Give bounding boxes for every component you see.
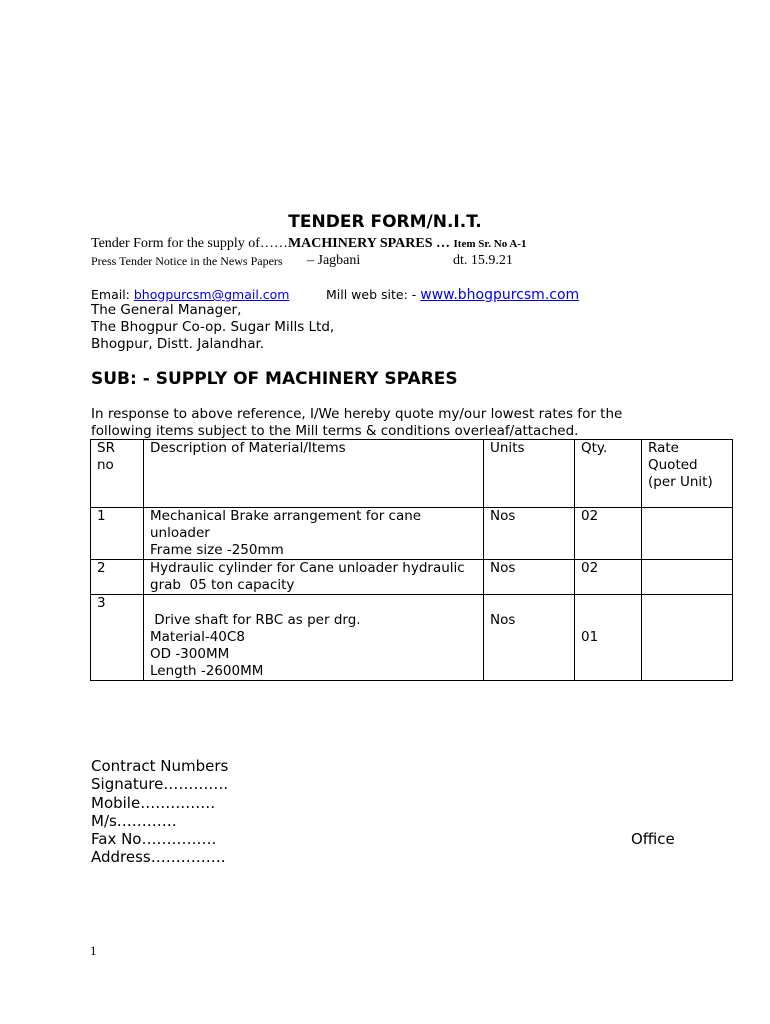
website-link[interactable]: www.bhogpurcsm.com <box>420 287 580 303</box>
row-sr: 2 <box>91 560 144 595</box>
website-group <box>326 287 579 303</box>
header-units: Units <box>484 440 575 508</box>
row-rate[interactable] <box>642 560 733 595</box>
row-qty: 01 <box>575 595 642 681</box>
row-qty: 02 <box>575 560 642 595</box>
page-number: 1 <box>90 943 97 958</box>
table-header-row <box>91 440 733 508</box>
supply-prefix: Tender Form for the supply of…… <box>91 236 288 251</box>
table-row <box>91 595 733 681</box>
row-units: Nos <box>484 595 575 681</box>
row-rate[interactable] <box>642 508 733 560</box>
address-line-2: The Bhogpur Co-op. Sugar Mills Ltd, <box>91 319 335 335</box>
row-rate[interactable] <box>642 595 733 681</box>
address-field: Address…………… <box>91 848 226 866</box>
contact-line <box>91 287 591 302</box>
subject-heading: SUB: - SUPPLY OF MACHINERY SPARES <box>91 369 458 389</box>
mobile-field: Mobile…………… <box>91 794 216 812</box>
address-line-1: The General Manager, <box>91 302 242 318</box>
row-units: Nos <box>484 560 575 595</box>
newspaper-name: – Jagbani <box>307 253 361 268</box>
item-reference: Item Sr. No A-1 <box>453 238 527 250</box>
supply-item: MACHINERY SPARES … <box>287 236 451 251</box>
notice-date: dt. 15.9.21 <box>453 253 513 268</box>
row-qty: 02 <box>575 508 642 560</box>
table-row <box>91 508 733 560</box>
row-description: Hydraulic cylinder for Cane unloader hydraulic grab 05 ton capacity <box>144 560 484 595</box>
row-description: Mechanical Brake arrangement for cane unloader Frame size -250mm <box>144 508 484 560</box>
signature-field: Signature…………. <box>91 775 229 793</box>
items-table <box>90 439 733 681</box>
email-label: Email: <box>91 287 134 302</box>
press-notice-line <box>91 254 531 269</box>
row-units: Nos <box>484 508 575 560</box>
website-label: Mill web site: - <box>326 287 421 302</box>
table-row <box>91 560 733 595</box>
row-description: Drive shaft for RBC as per drg. Material-40C8 OD -300MM Length -2600MM <box>144 595 484 681</box>
intro-line-1: In response to above reference, I/We hereby quote my/our lowest rates for the <box>91 406 623 422</box>
header-description: Description of Material/Items <box>144 440 484 508</box>
press-notice-text: Press Tender Notice in the News Papers <box>91 254 283 268</box>
row-sr: 1 <box>91 508 144 560</box>
header-rate: Rate Quoted (per Unit) <box>642 440 733 508</box>
row-sr: 3 <box>91 595 144 681</box>
header-qty: Qty. <box>575 440 642 508</box>
office-label: Office <box>631 830 675 848</box>
ms-field: M/s………… <box>91 812 177 830</box>
address-line-3: Bhogpur, Distt. Jalandhar. <box>91 336 265 352</box>
contract-numbers-label: Contract Numbers <box>91 757 229 775</box>
document-title: TENDER FORM/N.I.T. <box>288 212 482 232</box>
intro-line-2: following items subject to the Mill terms & conditions overleaf/attached. <box>91 423 579 439</box>
email-link[interactable]: bhogpurcsm@gmail.com <box>133 287 290 302</box>
header-sr: SR no <box>91 440 144 508</box>
fax-field: Fax No…………… <box>91 830 217 848</box>
supply-line <box>91 236 526 252</box>
